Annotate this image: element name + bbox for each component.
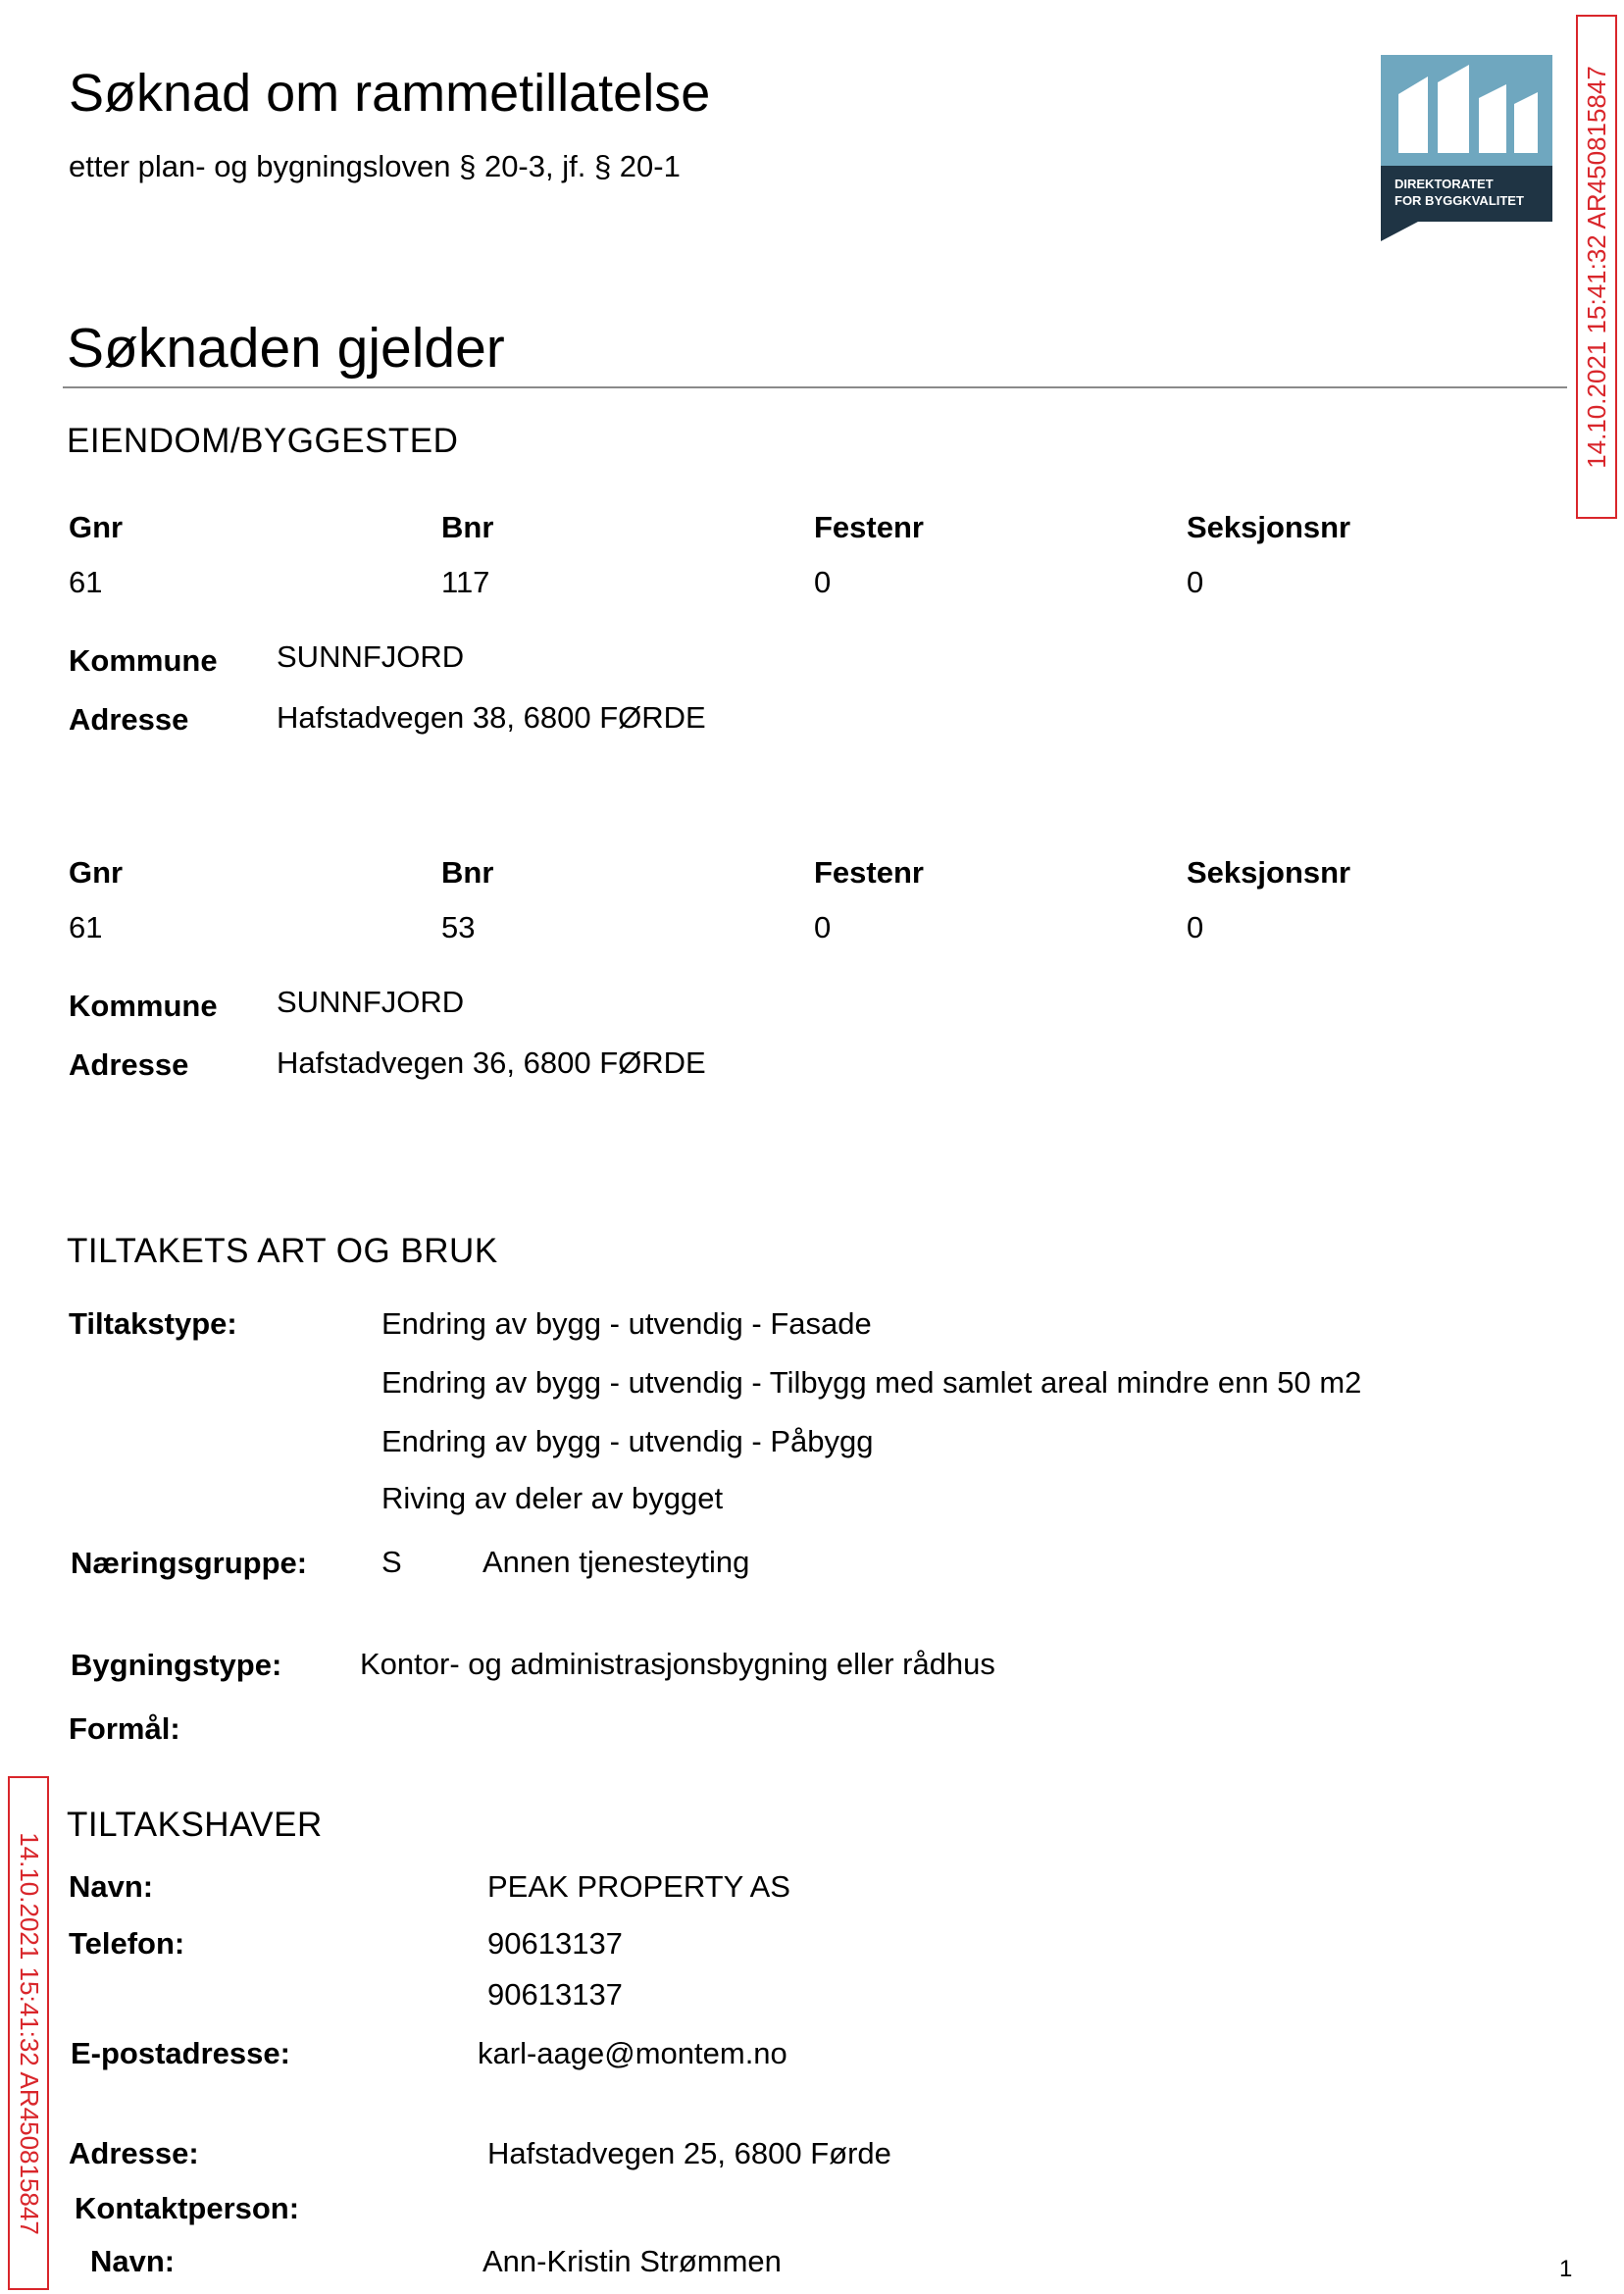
seksjonsnr-value: 0	[1187, 565, 1204, 599]
epost-label: E-postadresse:	[71, 2036, 290, 2070]
tiltakstype-item: Riving av deler av bygget	[381, 1481, 724, 1515]
tiltakstype-item: Endring av bygg - utvendig - Fasade	[381, 1306, 872, 1341]
gnr-value: 61	[69, 565, 103, 599]
stamp-text: 14.10.2021 15:41:32 AR450815847	[14, 1831, 44, 2235]
property-section-title: EIENDOM/BYGGESTED	[67, 422, 459, 460]
logo-text-line: FOR BYGGKVALITET	[1395, 193, 1524, 208]
bnr-value: 117	[441, 565, 490, 599]
adresse-value: Hafstadvegen 25, 6800 Førde	[487, 2136, 891, 2170]
tiltakstype-item: Endring av bygg - utvendig - Påbygg	[381, 1424, 874, 1458]
page-subtitle: etter plan- og bygningsloven § 20-3, jf. § 20-1	[69, 149, 681, 183]
directorate-logo	[1381, 55, 1552, 222]
kontaktperson-label: Kontaktperson:	[75, 2191, 300, 2225]
kommune-label: Kommune	[69, 989, 218, 1023]
tiltak-section-title: TILTAKETS ART OG BRUK	[67, 1232, 498, 1270]
page-title: Søknad om rammetillatelse	[69, 64, 711, 123]
navn-label: Navn:	[69, 1869, 154, 1904]
festenr-value: 0	[814, 910, 832, 944]
epost-value: karl-aage@montem.no	[478, 2036, 787, 2070]
seksjonsnr-label: Seksjonsnr	[1187, 510, 1351, 544]
kommune-value: SUNNFJORD	[277, 639, 465, 674]
page-number: 1	[1559, 2256, 1573, 2282]
logo-text-line: DIREKTORATET	[1395, 177, 1494, 191]
naeringsgruppe-code: S	[381, 1545, 402, 1579]
naeringsgruppe-text: Annen tjenesteyting	[482, 1545, 750, 1579]
navn-value: PEAK PROPERTY AS	[487, 1869, 790, 1904]
gnr-label: Gnr	[69, 855, 124, 890]
bygningstype-value: Kontor- og administrasjonsbygning eller rådhus	[360, 1647, 995, 1681]
adresse-value: Hafstadvegen 36, 6800 FØRDE	[277, 1045, 706, 1080]
seksjonsnr-label: Seksjonsnr	[1187, 855, 1351, 890]
adresse-label: Adresse	[69, 1047, 189, 1082]
receipt-stamp-top	[1576, 15, 1617, 519]
bygningstype-label: Bygningstype:	[71, 1648, 282, 1682]
building-logo-icon	[1381, 55, 1552, 166]
tiltakstype-item: Endring av bygg - utvendig - Tilbygg med samlet areal mindre enn 50 m2	[381, 1365, 1362, 1400]
bnr-label: Bnr	[441, 510, 494, 544]
receipt-stamp-left	[8, 1776, 49, 2290]
tiltakshaver-section-title: TILTAKSHAVER	[67, 1806, 323, 1844]
formal-label: Formål:	[69, 1711, 180, 1746]
stamp-text: 14.10.2021 15:41:32 AR450815847	[1581, 65, 1611, 469]
gnr-label: Gnr	[69, 510, 124, 544]
naeringsgruppe-label: Næringsgruppe:	[71, 1546, 308, 1580]
telefon-label: Telefon:	[69, 1926, 185, 1961]
adresse-label: Adresse:	[69, 2136, 199, 2170]
telefon-value: 90613137	[487, 1977, 623, 2012]
telefon-value: 90613137	[487, 1926, 623, 1961]
festenr-label: Festenr	[814, 510, 924, 544]
kontakt-navn-label: Navn:	[90, 2244, 176, 2278]
kommune-label: Kommune	[69, 643, 218, 678]
heading-divider	[63, 386, 1567, 388]
adresse-value: Hafstadvegen 38, 6800 FØRDE	[277, 700, 706, 735]
festenr-label: Festenr	[814, 855, 924, 890]
logo-tab	[1381, 222, 1418, 241]
kontakt-navn-value: Ann-Kristin Strømmen	[482, 2244, 782, 2278]
kommune-value: SUNNFJORD	[277, 985, 465, 1019]
seksjonsnr-value: 0	[1187, 910, 1204, 944]
section-heading: Søknaden gjelder	[67, 317, 505, 380]
logo-text	[1381, 166, 1552, 222]
bnr-value: 53	[441, 910, 476, 944]
tiltakstype-label: Tiltakstype:	[69, 1306, 237, 1341]
gnr-value: 61	[69, 910, 103, 944]
adresse-label: Adresse	[69, 702, 189, 737]
festenr-value: 0	[814, 565, 832, 599]
bnr-label: Bnr	[441, 855, 494, 890]
